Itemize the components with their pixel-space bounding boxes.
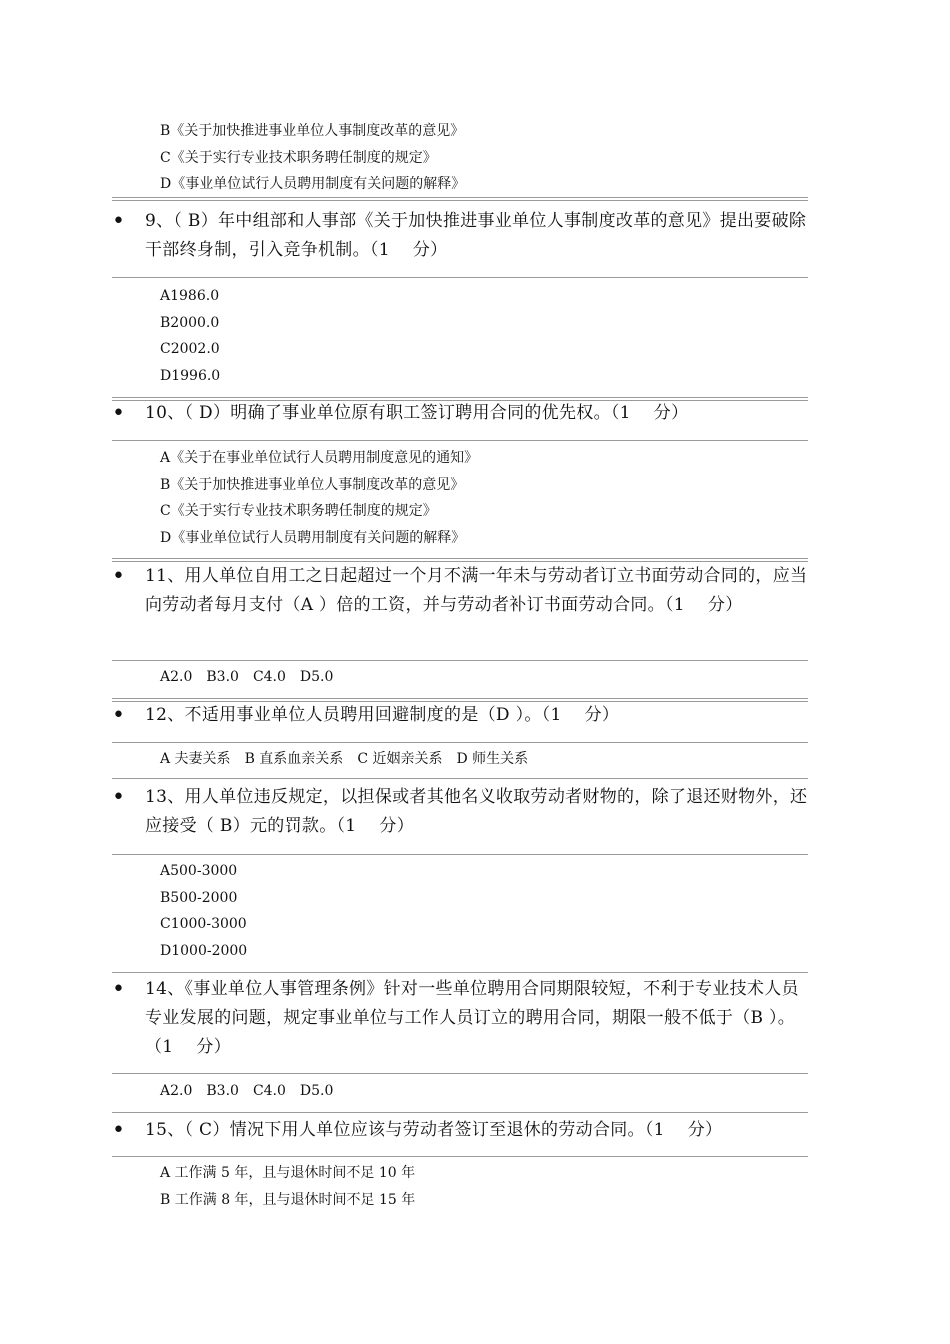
question-text: 9、（ B）年中组部和人事部《关于加快推进事业单位人事制度改革的意见》提出要破除干部终身制，引入竞争机制。（1 分） bbox=[145, 211, 807, 260]
option-item: A1986.0 bbox=[160, 288, 220, 304]
divider bbox=[112, 1073, 808, 1074]
option-item: D1996.0 bbox=[160, 367, 221, 384]
option-item: D1000-2000 bbox=[160, 942, 248, 959]
bullet-icon: • bbox=[112, 1118, 125, 1143]
question-10 bbox=[112, 399, 808, 428]
divider bbox=[112, 440, 808, 441]
option-item: B500-2000 bbox=[160, 889, 238, 906]
divider bbox=[112, 1156, 808, 1157]
question-text: 12、不适用事业单位人员聘用回避制度的是（D ）。（1 分） bbox=[145, 705, 620, 725]
option-item: A 夫妻关系 bbox=[160, 751, 231, 767]
bullet-icon: • bbox=[112, 785, 125, 810]
option-item: D《事业单位试行人员聘用制度有关问题的解释》 bbox=[160, 176, 466, 192]
option-row bbox=[160, 664, 347, 690]
lead-option-list bbox=[160, 118, 465, 198]
option-list bbox=[160, 1160, 415, 1213]
divider bbox=[112, 197, 808, 201]
option-item: B3.0 bbox=[206, 669, 239, 685]
divider bbox=[112, 1112, 808, 1113]
option-item: D《事业单位试行人员聘用制度有关问题的解释》 bbox=[160, 529, 466, 546]
bullet-icon: • bbox=[112, 703, 125, 728]
option-item: D5.0 bbox=[299, 669, 334, 685]
question-text: 15、（ C）情况下用人单位应该与劳动者签订至退休的劳动合同。（1 分） bbox=[145, 1120, 723, 1140]
option-item: C 近姻亲关系 bbox=[357, 751, 443, 767]
option-item: B《关于加快推进事业单位人事制度改革的意见》 bbox=[160, 123, 465, 139]
divider bbox=[112, 660, 808, 661]
option-item: B 工作满 8 年，且与退休时间不足 15 年 bbox=[160, 1191, 416, 1208]
option-list bbox=[160, 445, 478, 551]
divider bbox=[112, 778, 808, 779]
question-9 bbox=[112, 207, 808, 265]
divider bbox=[112, 854, 808, 855]
bullet-icon: • bbox=[112, 209, 125, 234]
option-item: A2.0 bbox=[160, 1083, 193, 1099]
bullet-icon: • bbox=[112, 977, 125, 1002]
divider bbox=[112, 742, 808, 743]
question-12 bbox=[112, 701, 808, 730]
divider bbox=[112, 277, 808, 278]
question-13 bbox=[112, 783, 808, 841]
option-item: B《关于加快推进事业单位人事制度改革的意见》 bbox=[160, 476, 465, 493]
option-item: B3.0 bbox=[206, 1083, 239, 1099]
divider bbox=[112, 972, 808, 973]
option-item: C1000-3000 bbox=[160, 916, 247, 932]
option-list bbox=[160, 858, 247, 964]
option-item: B2000.0 bbox=[160, 314, 220, 331]
option-item: C2002.0 bbox=[160, 341, 220, 357]
bullet-icon: • bbox=[112, 564, 125, 589]
option-item: C《关于实行专业技术职务聘任制度的规定》 bbox=[160, 503, 437, 519]
option-item: A 工作满 5 年，且与退休时间不足 10 年 bbox=[160, 1165, 416, 1181]
option-item: D5.0 bbox=[299, 1083, 334, 1099]
option-item: C《关于实行专业技术职务聘任制度的规定》 bbox=[160, 149, 437, 166]
option-item: C4.0 bbox=[252, 669, 286, 685]
question-14 bbox=[112, 975, 808, 1062]
option-item: A500-3000 bbox=[160, 863, 238, 879]
option-list bbox=[160, 283, 220, 389]
question-text: 11、用人单位自用工之日起超过一个月不满一年未与劳动者订立书面劳动合同的，应当向劳动者每月支付（A ）倍的工资，并与劳动者补订书面劳动合同。（1 分） bbox=[145, 566, 808, 615]
question-text: 14、《事业单位人事管理条例》针对一些单位聘用合同期限较短，不利于专业技术人员专业发展的问题，规定事业单位与工作人员订立的聘用合同，期限一般不低于（B ）。（1 分） bbox=[145, 979, 799, 1057]
question-11 bbox=[112, 562, 808, 620]
option-item: D 师生关系 bbox=[456, 751, 529, 767]
option-item: C4.0 bbox=[252, 1083, 286, 1099]
question-15 bbox=[112, 1116, 808, 1145]
option-row bbox=[160, 1078, 347, 1104]
option-row bbox=[160, 746, 542, 772]
option-item: B 直系血亲关系 bbox=[244, 751, 344, 767]
option-item: A2.0 bbox=[160, 669, 193, 685]
option-item: A《关于在事业单位试行人员聘用制度意见的通知》 bbox=[160, 450, 479, 466]
question-text: 10、（ D）明确了事业单位原有职工签订聘用合同的优先权。（1 分） bbox=[145, 403, 689, 423]
bullet-icon: • bbox=[112, 401, 125, 426]
question-text: 13、用人单位违反规定，以担保或者其他名义收取劳动者财物的，除了退还财物外，还应接受（ B）元的罚款。（1 分） bbox=[145, 787, 808, 836]
